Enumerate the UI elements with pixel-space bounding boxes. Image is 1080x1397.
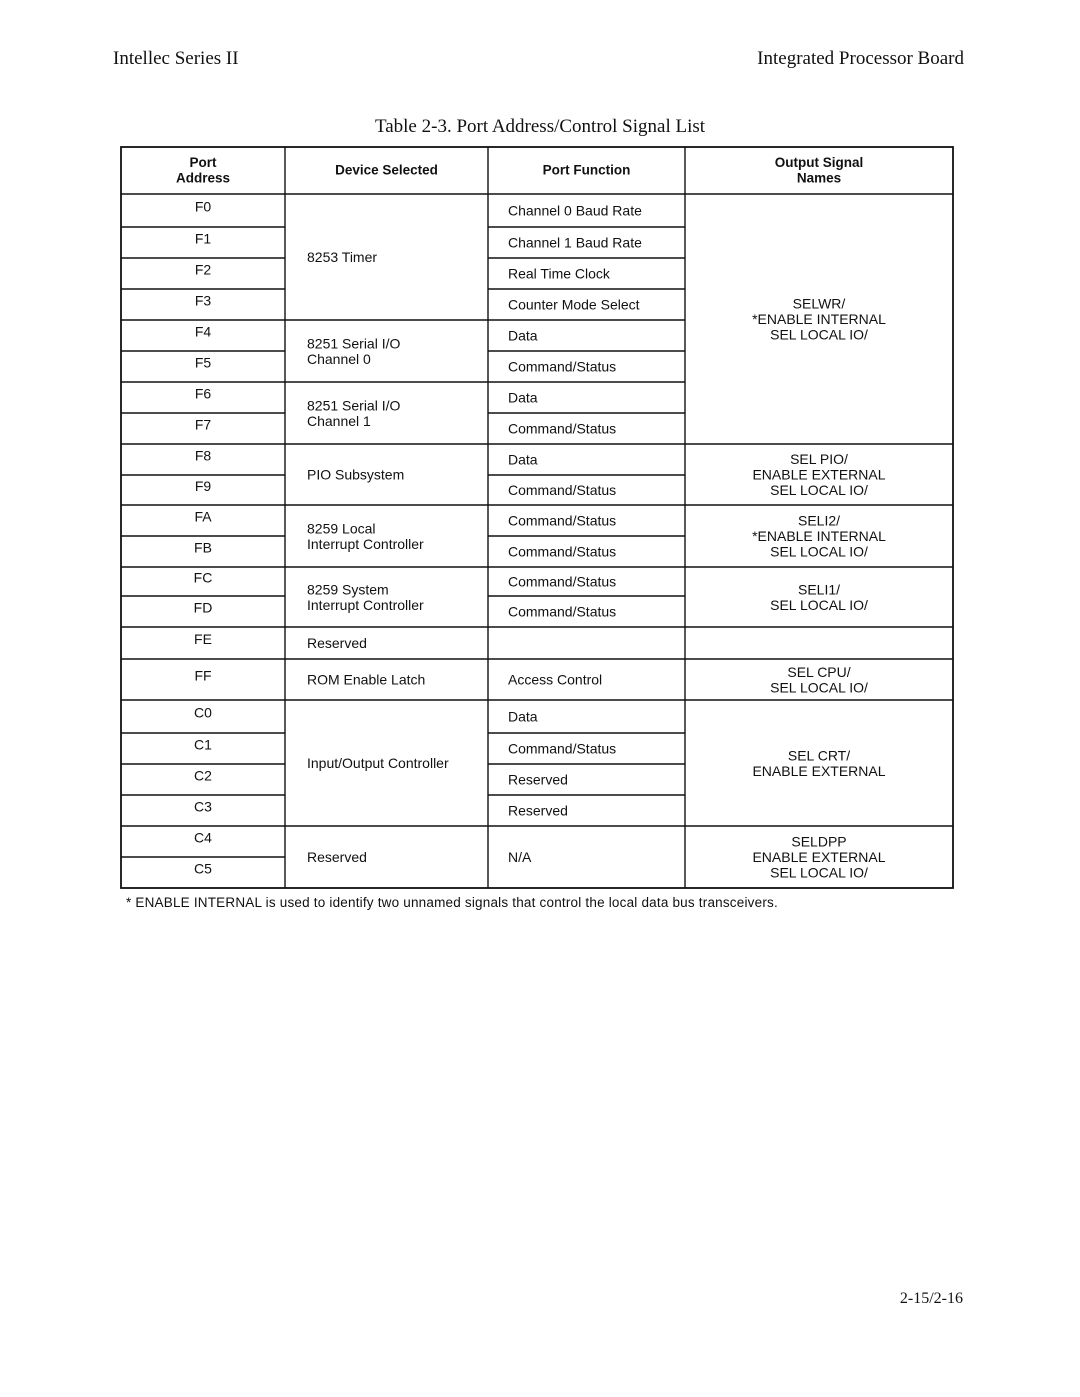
- port-address: F3: [194, 292, 212, 309]
- port-address: C2: [194, 767, 212, 784]
- port-function: Command/Status: [508, 358, 617, 375]
- port-function: Data: [508, 327, 538, 344]
- port-function: Command/Status: [508, 603, 617, 620]
- output-signal: SEL LOCAL IO/: [770, 864, 868, 881]
- device-selected: Interrupt Controller: [307, 535, 424, 552]
- port-address: F7: [194, 416, 212, 433]
- port-function: Data: [508, 389, 538, 406]
- header-left: Intellec Series II: [113, 48, 239, 69]
- output-signal: SELDPP: [791, 833, 847, 850]
- table-title: Table 2-3. Port Address/Control Signal List: [374, 116, 706, 137]
- device-selected: Channel 1: [307, 412, 371, 429]
- port-function: Access Control: [508, 671, 603, 688]
- port-address: C1: [194, 736, 212, 753]
- port-address: FB: [194, 539, 212, 556]
- port-address: F8: [194, 447, 212, 464]
- output-signal: SEL PIO/: [790, 451, 848, 467]
- port-function: Channel 1 Baud Rate: [508, 234, 642, 251]
- port-function: Command/Status: [508, 573, 617, 590]
- port-address: FA: [194, 508, 212, 525]
- port-address: FF: [194, 667, 212, 684]
- port-function: Command/Status: [508, 543, 617, 560]
- header-port: Port: [189, 154, 217, 170]
- port-function: Data: [508, 708, 538, 725]
- device-selected: Channel 0: [307, 350, 371, 367]
- device-selected: 8259 Local: [307, 520, 376, 537]
- header-signal: Names: [796, 170, 842, 186]
- output-signal: SELI2/: [797, 512, 841, 529]
- output-signal: SEL CPU/: [787, 663, 851, 680]
- output-signal: SEL LOCAL IO/: [770, 596, 868, 613]
- device-selected: PIO Subsystem: [307, 466, 405, 483]
- device-selected: 8251 Serial I/O: [307, 335, 401, 352]
- output-signal: SELI1/: [797, 581, 841, 598]
- port-function: Command/Status: [508, 482, 617, 498]
- port-address: C3: [194, 798, 212, 815]
- port-address: FE: [194, 631, 212, 647]
- port-address: C4: [194, 829, 212, 846]
- output-signal: SEL CRT/: [787, 747, 851, 764]
- port-address: FC: [193, 569, 213, 586]
- port-address: C5: [194, 860, 212, 877]
- output-signal: SEL LOCAL IO/: [770, 326, 868, 343]
- port-address: F2: [194, 261, 212, 278]
- port-address: F5: [194, 354, 212, 371]
- port-function: Channel 0 Baud Rate: [508, 202, 642, 219]
- device-selected: 8259 System: [307, 581, 389, 598]
- output-signal: ENABLE EXTERNAL: [752, 466, 886, 483]
- output-signal: ENABLE EXTERNAL: [752, 849, 886, 865]
- output-signal: SEL LOCAL IO/: [770, 543, 868, 560]
- output-signal: SEL LOCAL IO/: [770, 482, 868, 498]
- page-number: 2-15/2-16: [899, 1290, 963, 1307]
- header-signal: Output Signal: [774, 154, 864, 170]
- output-signal: *ENABLE INTERNAL: [752, 528, 886, 544]
- port-function: Command/Status: [508, 420, 617, 437]
- port-address: C0: [194, 704, 212, 721]
- port-function: Real Time Clock: [508, 265, 610, 282]
- output-signal: SEL LOCAL IO/: [770, 679, 868, 696]
- port-address: F1: [194, 230, 212, 247]
- port-function: Reserved: [508, 802, 568, 819]
- port-function: Reserved: [508, 771, 568, 788]
- device-selected: ROM Enable Latch: [307, 671, 426, 688]
- footnote: * ENABLE INTERNAL is used to identify two unnamed signals that control the local data bus transceivers.: [126, 895, 778, 910]
- device-selected: Reserved: [307, 635, 367, 651]
- port-function: N/A: [508, 849, 532, 865]
- port-address: F6: [194, 385, 212, 402]
- port-address: F4: [194, 323, 212, 340]
- port-function: Command/Status: [508, 740, 617, 757]
- output-signal: *ENABLE INTERNAL: [752, 311, 886, 327]
- port-function: Data: [508, 451, 538, 468]
- device-selected: Reserved: [307, 849, 367, 865]
- device-selected: Interrupt Controller: [307, 596, 424, 613]
- device-selected: Input/Output Controller: [307, 755, 449, 771]
- header-device: Device Selected: [335, 162, 438, 178]
- port-address: F9: [194, 478, 212, 494]
- port-function: Command/Status: [508, 512, 617, 529]
- device-selected: 8251 Serial I/O: [307, 397, 401, 414]
- header-right: Integrated Processor Board: [757, 48, 964, 69]
- output-signal: ENABLE EXTERNAL: [752, 762, 886, 779]
- header-function: Port Function: [542, 162, 631, 178]
- output-signal: SELWR/: [792, 295, 846, 312]
- port-function: Counter Mode Select: [508, 296, 640, 313]
- device-selected: 8253 Timer: [307, 249, 378, 265]
- port-address: F0: [194, 198, 212, 215]
- port-address: FD: [193, 599, 213, 616]
- header-port: Address: [175, 170, 231, 186]
